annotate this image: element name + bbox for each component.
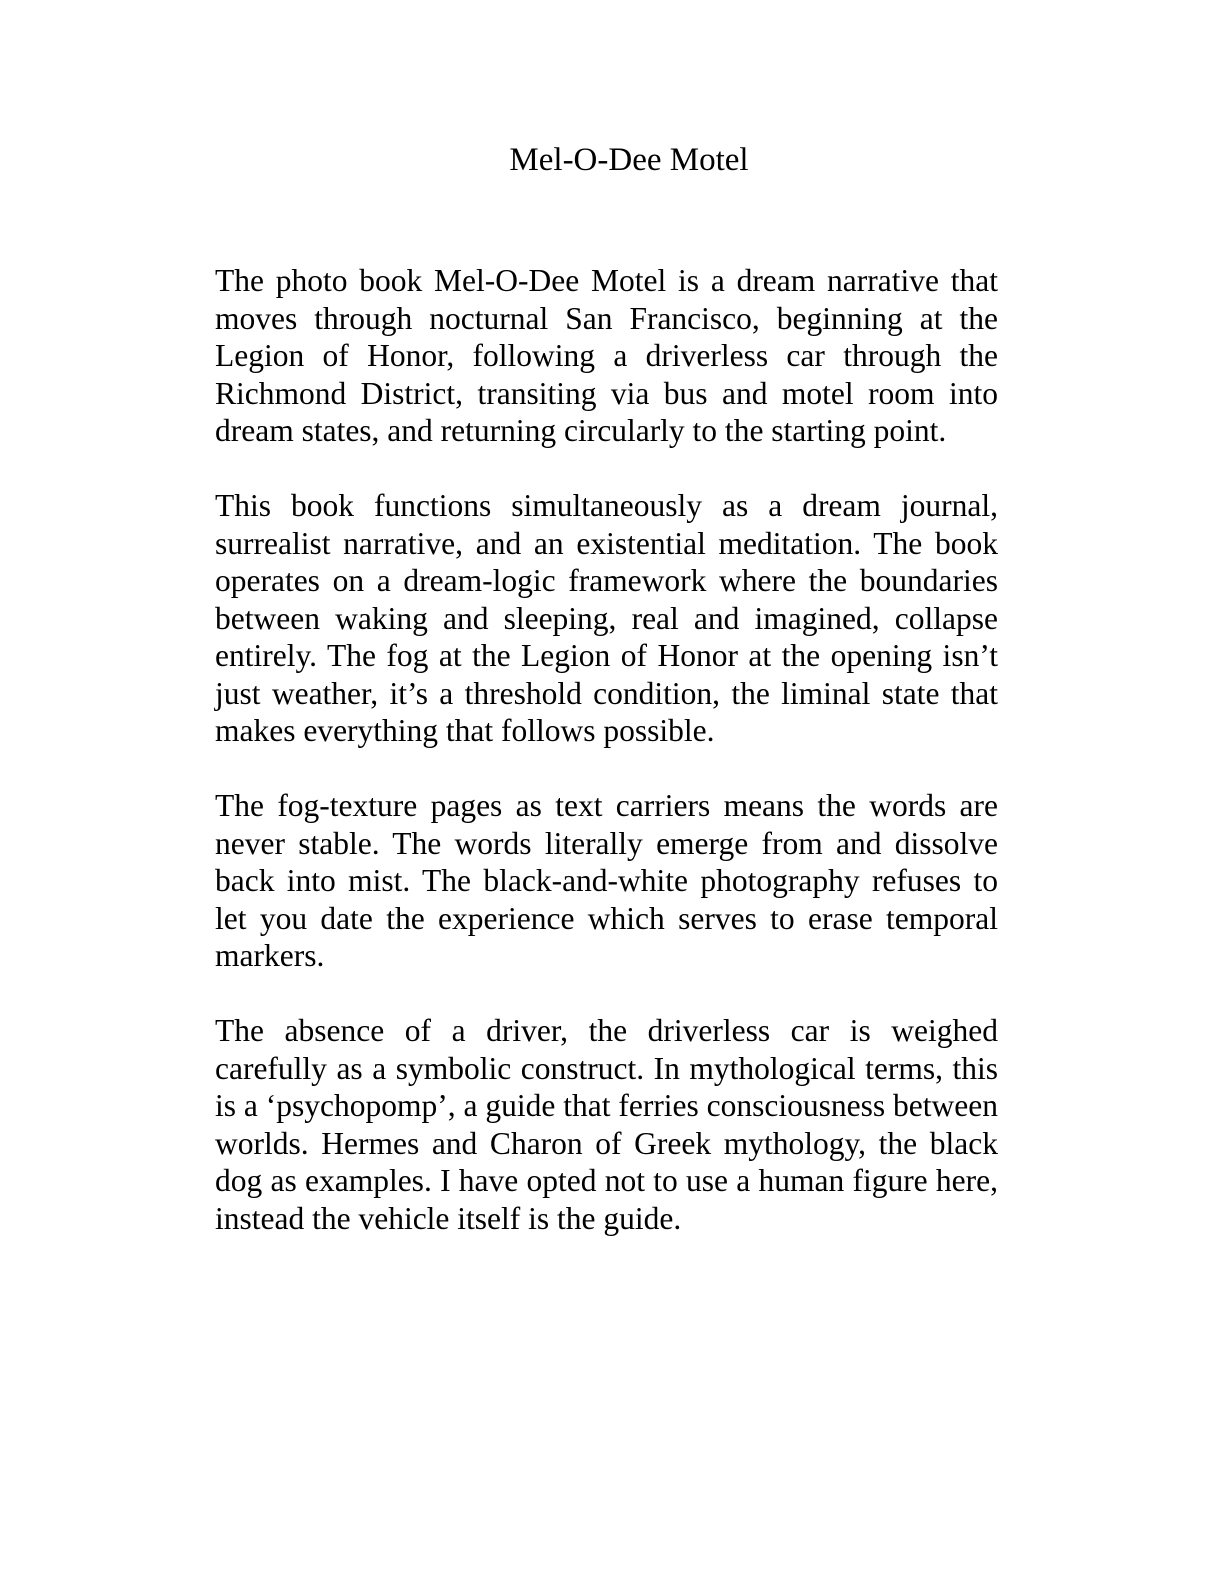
paragraph-driverless-car: The absence of a driver, the driverless car is weighed carefully as a symbolic construct. In mythological terms, this is a ‘psychopomp’, a guide that ferries consciousness between worlds. Hermes and Charon of Greek mythology, the black dog as examples. I have opted not to use a human figure here, instead the vehicle itself is the guide. — [215, 1013, 998, 1236]
paragraph-dream-journal: This book functions simultaneously as a dream journal, surrealist narrative, and an existential meditation. The book operates on a dream-logic framework where the boundaries between waking and sleeping, real and imagined, collapse entirely. The fog at the Legion of Honor at the opening isn’t just weather, it’s a threshold condition, the liminal state that makes everything that follows possible. — [215, 488, 998, 748]
paragraph-fog-texture: The fog-texture pages as text carriers means the words are never stable. The words literally emerge from and dissolve back into mist. The black-and-white photography refuses to let you date the experience which serves to erase temporal markers. — [215, 788, 998, 973]
body-text — [215, 262, 998, 1275]
page-title: Mel-O-Dee Motel — [509, 142, 749, 178]
paragraph-intro: The photo book Mel-O-Dee Motel is a dream narrative that moves through nocturnal San Francisco, beginning at the Legion of Honor, following a driverless car through the Richmond District, transiting via bus and motel room into dream states, and returning circularly to the starting point. — [215, 263, 998, 448]
